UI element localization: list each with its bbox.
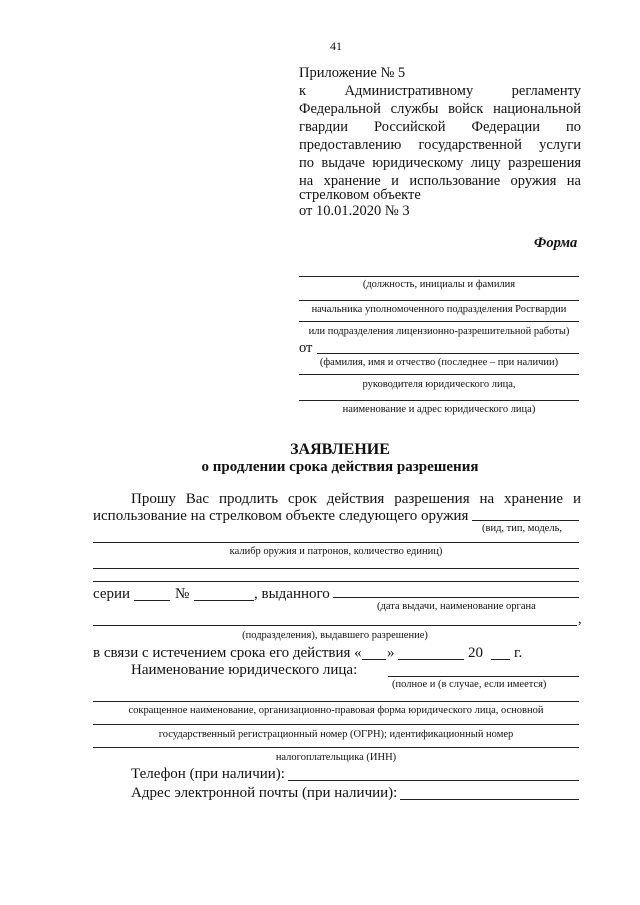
appendix-title: Приложение № 5	[299, 65, 406, 81]
expiry-year-prefix: 20	[468, 645, 483, 661]
number-field	[194, 600, 254, 601]
issued-label: , выданного	[254, 586, 330, 602]
org-hint: (полное и (в случае, если имеется)	[392, 679, 547, 690]
series-field	[134, 600, 170, 601]
request-text: Прошу Вас продлить срок действия разрешения на хранение и	[131, 491, 581, 507]
addressee-line	[299, 300, 579, 301]
expiry-month-field	[398, 659, 464, 660]
issued-field	[333, 597, 579, 598]
org-name-field	[93, 747, 579, 748]
org-name-field	[93, 724, 579, 725]
document-subtitle: о продлении срока действия разрешения	[201, 459, 479, 475]
expiry-day-field	[362, 659, 386, 660]
from-label: от	[299, 340, 313, 356]
appendix-line: к Административному регламенту	[299, 83, 581, 99]
addressee-hint: (должность, инициалы и фамилия	[362, 279, 516, 290]
appendix-line: по выдаче юридическому лицу разрешения	[299, 155, 581, 171]
appendix-line: Федеральной службы войск национальной	[299, 101, 581, 117]
org-name-label: Наименование юридического лица:	[131, 662, 358, 678]
expiry-text: в связи с истечением срока его действия «	[93, 645, 362, 661]
comma: ,	[578, 611, 582, 627]
addressee-hint: или подразделения лицензионно-разрешительной работы)	[308, 326, 570, 337]
addressee-hint: начальника уполномоченного подразделения Росгвардии	[311, 304, 567, 315]
addressee-line	[299, 374, 579, 375]
email-label: Адрес электронной почты (при наличии):	[131, 785, 398, 801]
addressee-hint: (фамилия, имя и отчество (последнее – при наличии)	[319, 357, 559, 368]
expiry-quote: »	[387, 645, 395, 661]
issued-field	[93, 625, 577, 626]
appendix-line: стрелковом объекте	[299, 187, 421, 203]
addressee-line	[317, 353, 579, 354]
appendix-date: от 10.01.2020 № 3	[299, 203, 410, 219]
addressee-hint: наименование и адрес юридического лица)	[342, 404, 536, 415]
weapon-line	[93, 568, 579, 569]
appendix-line: на хранение и использование оружия на	[299, 173, 581, 189]
appendix-line: гвардии Российской Федерации по	[299, 119, 581, 135]
expiry-year-field	[491, 659, 510, 660]
email-field	[400, 799, 579, 800]
document-title: ЗАЯВЛЕНИЕ	[290, 441, 390, 458]
org-hint: государственный регистрационный номер (ОГРН); идентификационный номер	[158, 729, 514, 740]
phone-field	[288, 780, 579, 781]
weapon-line	[93, 581, 579, 582]
caliber-hint: калибр оружия и патронов, количество единиц)	[229, 546, 443, 557]
addressee-line	[299, 400, 579, 401]
org-name-field	[388, 676, 579, 677]
expiry-year-suffix: г.	[514, 645, 523, 661]
appendix-line: предоставлению государственной услуги	[299, 137, 581, 153]
series-label: серии	[93, 586, 131, 602]
page-number: 41	[330, 39, 342, 53]
org-hint: налогоплательщика (ИНН)	[275, 752, 397, 763]
addressee-line	[299, 321, 579, 322]
issue-hint: (дата выдачи, наименование органа	[377, 601, 536, 612]
addressee-hint: руководителя юридического лица,	[362, 379, 516, 390]
phone-label: Телефон (при наличии):	[131, 766, 285, 782]
weapon-line	[472, 520, 579, 521]
weapon-line	[93, 542, 579, 543]
org-hint: сокращенное наименование, организационно-правовая форма юридического лица, основной	[128, 705, 544, 716]
form-label: Форма	[534, 235, 578, 251]
addressee-line	[299, 276, 579, 277]
dept-hint: (подразделения), выдавшего разрешение)	[242, 630, 428, 641]
org-name-field	[93, 701, 579, 702]
number-label: №	[175, 586, 190, 602]
request-text: использование на стрелковом объекте следующего оружия	[93, 508, 469, 524]
weapon-hint: (вид, тип, модель,	[482, 523, 562, 534]
